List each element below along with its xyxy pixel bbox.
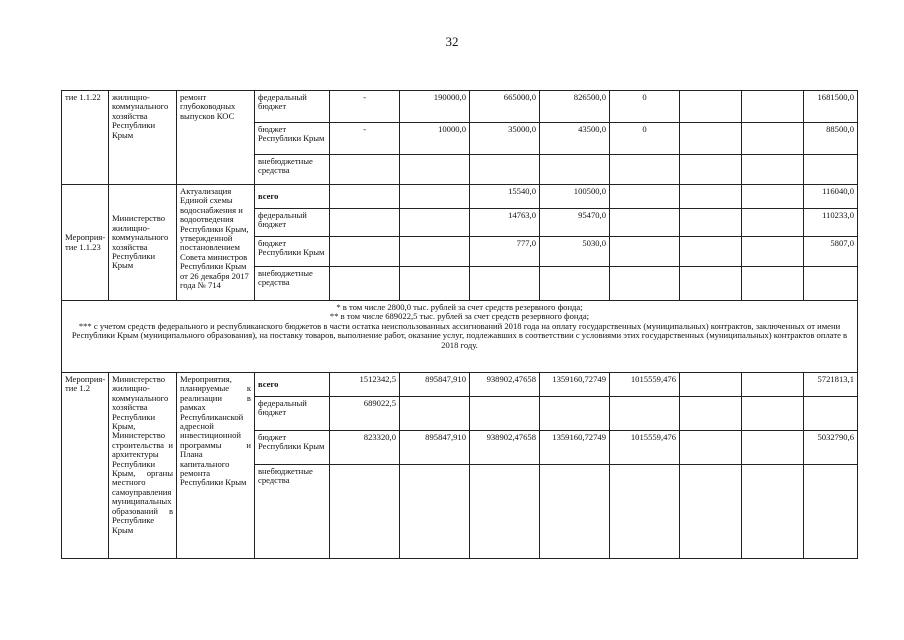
funding-source: внебюджетные средства <box>255 465 330 559</box>
value-cell: 1359160,72749 <box>540 373 610 397</box>
value-cell: 938902,47658 <box>470 431 540 465</box>
value-cell: 5030,0 <box>540 237 610 267</box>
total-cell: 5807,0 <box>804 237 858 267</box>
executor-cell: Министерство жилищно-коммунального хозяйства Республики Крым, Министерство строительства и архитектуры Республики Крым, органы местного самоуправления муниципальных образований в Республике Крым <box>109 373 177 559</box>
funding-source: бюджет Республики Крым <box>255 123 330 155</box>
value-cell <box>742 209 804 237</box>
value-cell: 0 <box>610 123 680 155</box>
value-cell <box>742 465 804 559</box>
activity-name: Актуализация Единой схемы водоснабжения и водоотведения Республики Крым, утвержденной постановлением Совета министров Республики Крым от 26 декабря 2017 года № 714 <box>177 185 255 301</box>
value-cell <box>610 267 680 301</box>
value-cell <box>330 185 400 209</box>
value-cell <box>330 237 400 267</box>
value-cell: 10000,0 <box>400 123 470 155</box>
value-cell <box>742 237 804 267</box>
value-cell <box>680 209 742 237</box>
value-cell <box>742 431 804 465</box>
value-cell <box>330 209 400 237</box>
value-cell: 14763,0 <box>470 209 540 237</box>
total-cell <box>804 267 858 301</box>
value-cell <box>680 91 742 123</box>
value-cell: 1512342,5 <box>330 373 400 397</box>
value-cell: 0 <box>610 91 680 123</box>
value-cell: - <box>330 123 400 155</box>
executor-cell: Министерство жилищно-коммунального хозяйства Республики Крым <box>109 185 177 301</box>
value-cell <box>680 373 742 397</box>
table-row <box>62 373 858 397</box>
value-cell: 689022,5 <box>330 397 400 431</box>
total-cell: 116040,0 <box>804 185 858 209</box>
footnote-3: *** с учетом средств федерального и республиканского бюджетов в части остатка неиспользованных ассигнований 2018 года на оплату государственных (муниципальных) контрактов, заключенных от имени Республики Крым (муниципального образования), на поставку товаров, выполнение работ, оказание услуг, подлежавших в соответствии с условиями этих государственных (муниципальных) контрактов оплате в 2018 году. <box>71 320 848 350</box>
activity-name: ремонт глубоководных выпусков КОС <box>177 91 255 185</box>
value-cell: 1015559,476 <box>610 373 680 397</box>
value-cell: 1359160,72749 <box>540 431 610 465</box>
total-cell: 88500,0 <box>804 123 858 155</box>
value-cell: 777,0 <box>470 237 540 267</box>
value-cell <box>680 397 742 431</box>
funding-source: федеральный бюджет <box>255 91 330 123</box>
footnote-2: ** в том числе 689022,5 тыс. рублей за счет средств резервного фонда; <box>329 311 590 322</box>
value-cell <box>680 267 742 301</box>
footnotes <box>62 301 858 373</box>
value-cell: 665000,0 <box>470 91 540 123</box>
value-cell <box>742 267 804 301</box>
value-cell <box>470 267 540 301</box>
value-cell <box>400 185 470 209</box>
value-cell <box>540 465 610 559</box>
value-cell: 895847,910 <box>400 431 470 465</box>
value-cell <box>400 267 470 301</box>
funding-source: бюджет Республики Крым <box>255 431 330 465</box>
total-cell: 5721813,1 <box>804 373 858 397</box>
activity-code: Мероприя-тие 1.1.23 <box>62 185 109 301</box>
value-cell <box>540 267 610 301</box>
value-cell <box>742 373 804 397</box>
value-cell <box>610 209 680 237</box>
value-cell: 938902,47658 <box>470 373 540 397</box>
value-cell <box>680 123 742 155</box>
value-cell: 95470,0 <box>540 209 610 237</box>
value-cell <box>400 209 470 237</box>
value-cell <box>680 237 742 267</box>
funding-source: бюджет Республики Крым <box>255 237 330 267</box>
value-cell <box>610 185 680 209</box>
total-cell <box>804 465 858 559</box>
value-cell <box>680 185 742 209</box>
activity-code: тие 1.1.22 <box>62 91 109 185</box>
value-cell <box>742 91 804 123</box>
notes-row <box>62 301 858 373</box>
value-cell <box>400 397 470 431</box>
value-cell: 15540,0 <box>470 185 540 209</box>
value-cell: 826500,0 <box>540 91 610 123</box>
funding-source: внебюджетные средства <box>255 155 330 185</box>
program-table <box>61 90 858 559</box>
value-cell <box>742 155 804 185</box>
total-cell: 110233,0 <box>804 209 858 237</box>
funding-source: внебюджетные средства <box>255 267 330 301</box>
table-row <box>62 185 858 209</box>
total-cell <box>804 155 858 185</box>
funding-source: всего <box>255 373 330 397</box>
funding-source: всего <box>255 185 330 209</box>
funding-source: федеральный бюджет <box>255 209 330 237</box>
value-cell <box>400 465 470 559</box>
value-cell <box>610 465 680 559</box>
value-cell <box>742 397 804 431</box>
value-cell <box>742 185 804 209</box>
value-cell <box>540 397 610 431</box>
value-cell <box>610 155 680 185</box>
page-number: 32 <box>445 34 459 49</box>
total-cell: 1681500,0 <box>804 91 858 123</box>
activity-name: Мероприятия, планируемые к реализации в рамках Республиканской адресной инвестиционной программы и Плана капитального ремонта Республики Крым <box>177 373 255 559</box>
footnote-1: * в том числе 2800,0 тыс. рублей за счет средств резервного фонда; <box>336 302 583 312</box>
value-cell <box>680 465 742 559</box>
value-cell <box>400 155 470 185</box>
total-cell: 5032790,6 <box>804 431 858 465</box>
value-cell: 35000,0 <box>470 123 540 155</box>
value-cell <box>470 397 540 431</box>
funding-source: федеральный бюджет <box>255 397 330 431</box>
value-cell: 1015559,476 <box>610 431 680 465</box>
value-cell <box>610 237 680 267</box>
executor-cell: жилищно-коммунального хозяйства Республики Крым <box>109 91 177 185</box>
value-cell <box>330 465 400 559</box>
total-cell <box>804 397 858 431</box>
value-cell <box>470 155 540 185</box>
table-row <box>62 91 858 123</box>
value-cell: - <box>330 91 400 123</box>
value-cell <box>400 237 470 267</box>
value-cell <box>540 155 610 185</box>
value-cell <box>680 431 742 465</box>
value-cell <box>330 155 400 185</box>
value-cell: 43500,0 <box>540 123 610 155</box>
value-cell: 823320,0 <box>330 431 400 465</box>
value-cell <box>470 465 540 559</box>
value-cell: 895847,910 <box>400 373 470 397</box>
activity-code: Мероприя-тие 1.2 <box>62 373 109 559</box>
value-cell: 190000,0 <box>400 91 470 123</box>
value-cell <box>742 123 804 155</box>
value-cell <box>330 267 400 301</box>
value-cell <box>680 155 742 185</box>
value-cell <box>610 397 680 431</box>
value-cell: 100500,0 <box>540 185 610 209</box>
